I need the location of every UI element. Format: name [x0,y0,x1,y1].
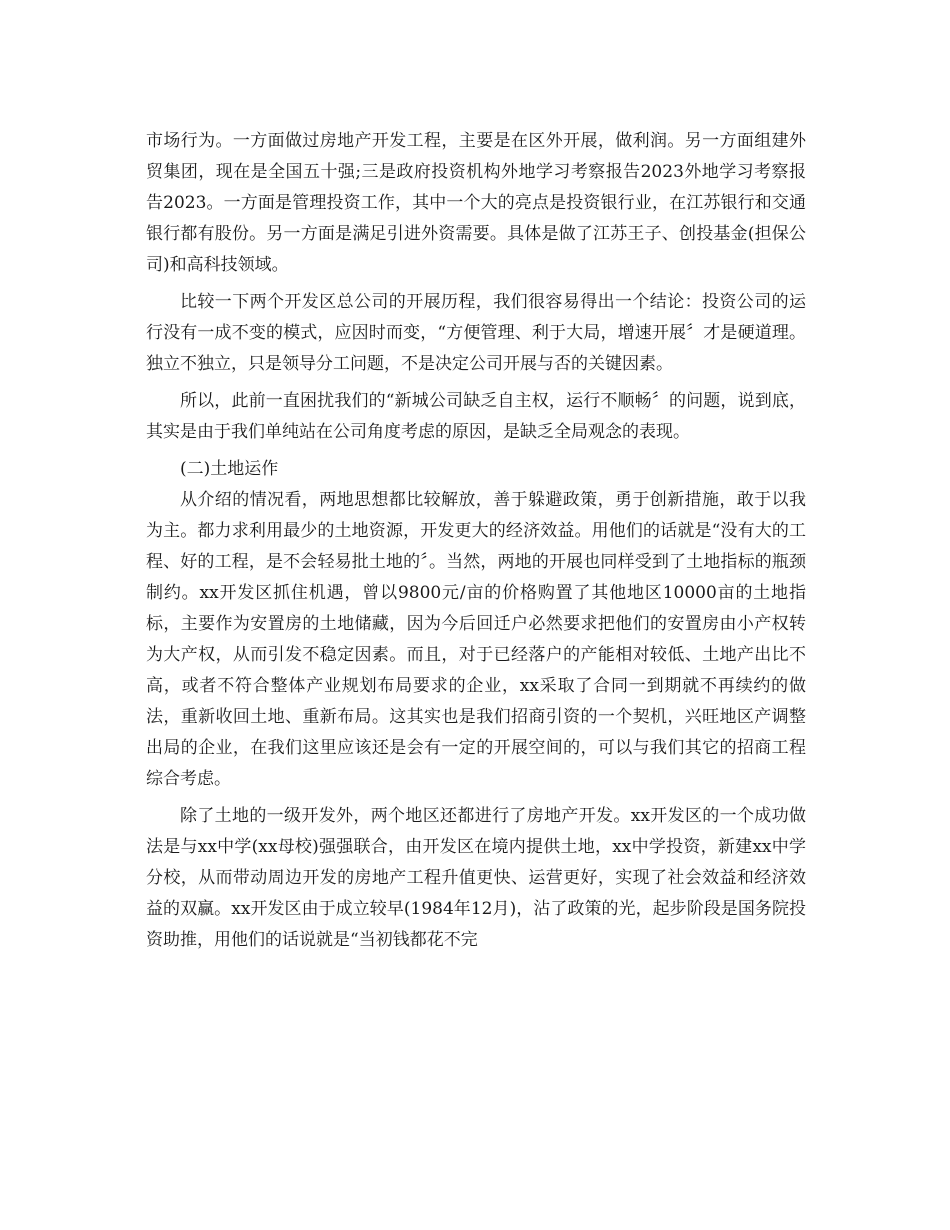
paragraph-conclusion: 所以，此前一直困扰我们的“新城公司缺乏自主权，运行不顺畅〞的问题，说到底，其实是由于我们单纯站在公司角度考虑的原因，是缺乏全局观念的表现。 [146,391,806,442]
paragraph-continued: 市场行为。一方面做过房地产开发工程，主要是在区外开展，做利润。另一方面组建外贸集团，现在是全国五十强;三是政府投资机构外地学习考察报告2023外地学习考察报告2023。一方面是管理投资工作，其中一个大的亮点是投资银行业，在江苏银行和交通银行都有股份。另一方面是满足引进外资需要。具体是做了江苏王子、创投基金(担保公司)和高科技领域。 [146,131,806,275]
section-heading-land: (二)土地运作 [180,459,279,479]
document-page [146,126,806,956]
paragraph-real-estate: 除了土地的一级开发外，两个地区还都进行了房地产开发。xx开发区的一个成功做法是与xx中学(xx母校)强强联合，由开发区在境内提供土地，xx中学投资，新建xx中学分校，从而带动周边开发的房地产工程升值更快、运营更好，实现了社会效益和经济效益的双赢。xx开发区由于成立较早(1984年12月)，沾了政策的光，起步阶段是国务院投资助推，用他们的话说就是“当初钱都花不完 [146,806,806,950]
paragraph-land-operation: 从介绍的情况看，两地思想都比较解放，善于躲避政策，勇于创新措施，敢于以我为主。都力求利用最少的土地资源，开发更大的经济效益。用他们的话就是“没有大的工程、好的工程，是不会轻易批土地的〞。当然，两地的开展也同样受到了土地指标的瓶颈制约。xx开发区抓住机遇，曾以9800元/亩的价格购置了其他地区10000亩的土地指标，主要作为安置房的土地储藏，因为今后回迁户必然要求把他们的安置房由小产权转为大产权，从而引发不稳定因素。而且，对于已经落户的产能相对较低、土地产出比不高，或者不符合整体产业规划布局要求的企业，xx采取了合同一到期就不再续约的做法，重新收回土地、重新布局。这其实也是我们招商引资的一个契机，兴旺地区产调整出局的企业，在我们这里应该还是会有一定的开展空间的，可以与我们其它的招商工程综合考虑。 [146,490,806,789]
paragraph-comparison: 比较一下两个开发区总公司的开展历程，我们很容易得出一个结论：投资公司的运行没有一成不变的模式，应因时而变，“方便管理、利于大局，增速开展〞才是硬道理。独立不独立，只是领导分工问题，不是决定公司开展与否的关键因素。 [146,292,806,374]
